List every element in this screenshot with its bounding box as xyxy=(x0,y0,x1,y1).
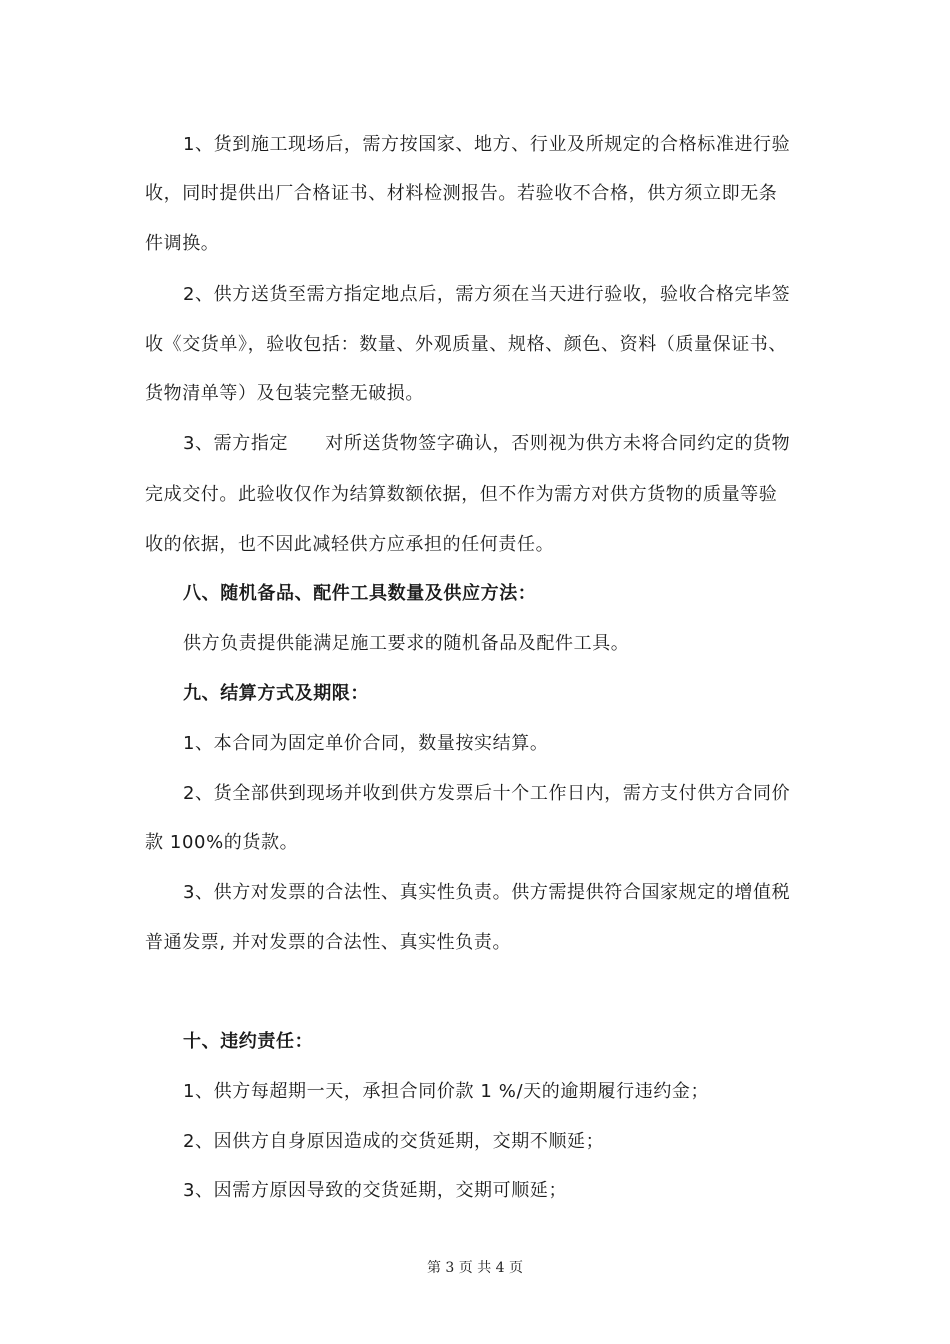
list-item: 2、货全部供到现场并收到供方发票后十个工作日内，需方支付供方合同价 xyxy=(183,783,791,804)
section-body: 供方负责提供能满足施工要求的随机备品及配件工具。 xyxy=(183,633,630,654)
paragraph-line: 货物清单等）及包装完整无破损。 xyxy=(145,383,424,404)
paragraph-line: 2、供方送货至需方指定地点后，需方须在当天进行验收，验收合格完毕签 xyxy=(183,284,791,305)
paragraph-line: 3、需方指定 对所送货物签字确认，否则视为供方未将合同约定的货物 xyxy=(183,433,791,454)
list-item: 3、供方对发票的合法性、真实性负责。供方需提供符合国家规定的增值税 xyxy=(183,882,791,903)
paragraph-line: 1、货到施工现场后，需方按国家、地方、行业及所规定的合格标准进行验 xyxy=(183,134,791,155)
paragraph-line: 收的依据，也不因此减轻供方应承担的任何责任。 xyxy=(145,534,555,555)
paragraph-line: 收《交货单》，验收包括：数量、外观质量、规格、颜色、资料（质量保证书、 xyxy=(145,334,787,355)
list-item: 普通发票, 并对发票的合法性、真实性负责。 xyxy=(145,932,512,953)
list-item: 1、供方每超期一天，承担合同价款 1 %/天的逾期履行违约金； xyxy=(183,1081,710,1102)
section-heading: 十、违约责任： xyxy=(183,1031,314,1052)
paragraph-line: 件调换。 xyxy=(145,233,220,254)
list-item: 1、本合同为固定单价合同，数量按实结算。 xyxy=(183,733,549,754)
paragraph-line: 完成交付。此验收仅作为结算数额依据，但不作为需方对供方货物的质量等验 xyxy=(145,484,778,505)
section-heading: 九、结算方式及期限： xyxy=(183,683,369,704)
list-item: 3、因需方原因导致的交货延期，交期可顺延； xyxy=(183,1180,568,1201)
list-item: 款 100%的货款。 xyxy=(145,832,299,853)
paragraph-line: 收，同时提供出厂合格证书、材料检测报告。若验收不合格，供方须立即无条 xyxy=(145,183,778,204)
section-heading: 八、随机备品、配件工具数量及供应方法： xyxy=(183,583,537,604)
page-number: 第 3 页 共 4 页 xyxy=(426,1260,524,1276)
list-item: 2、因供方自身原因造成的交货延期，交期不顺延； xyxy=(183,1131,605,1152)
